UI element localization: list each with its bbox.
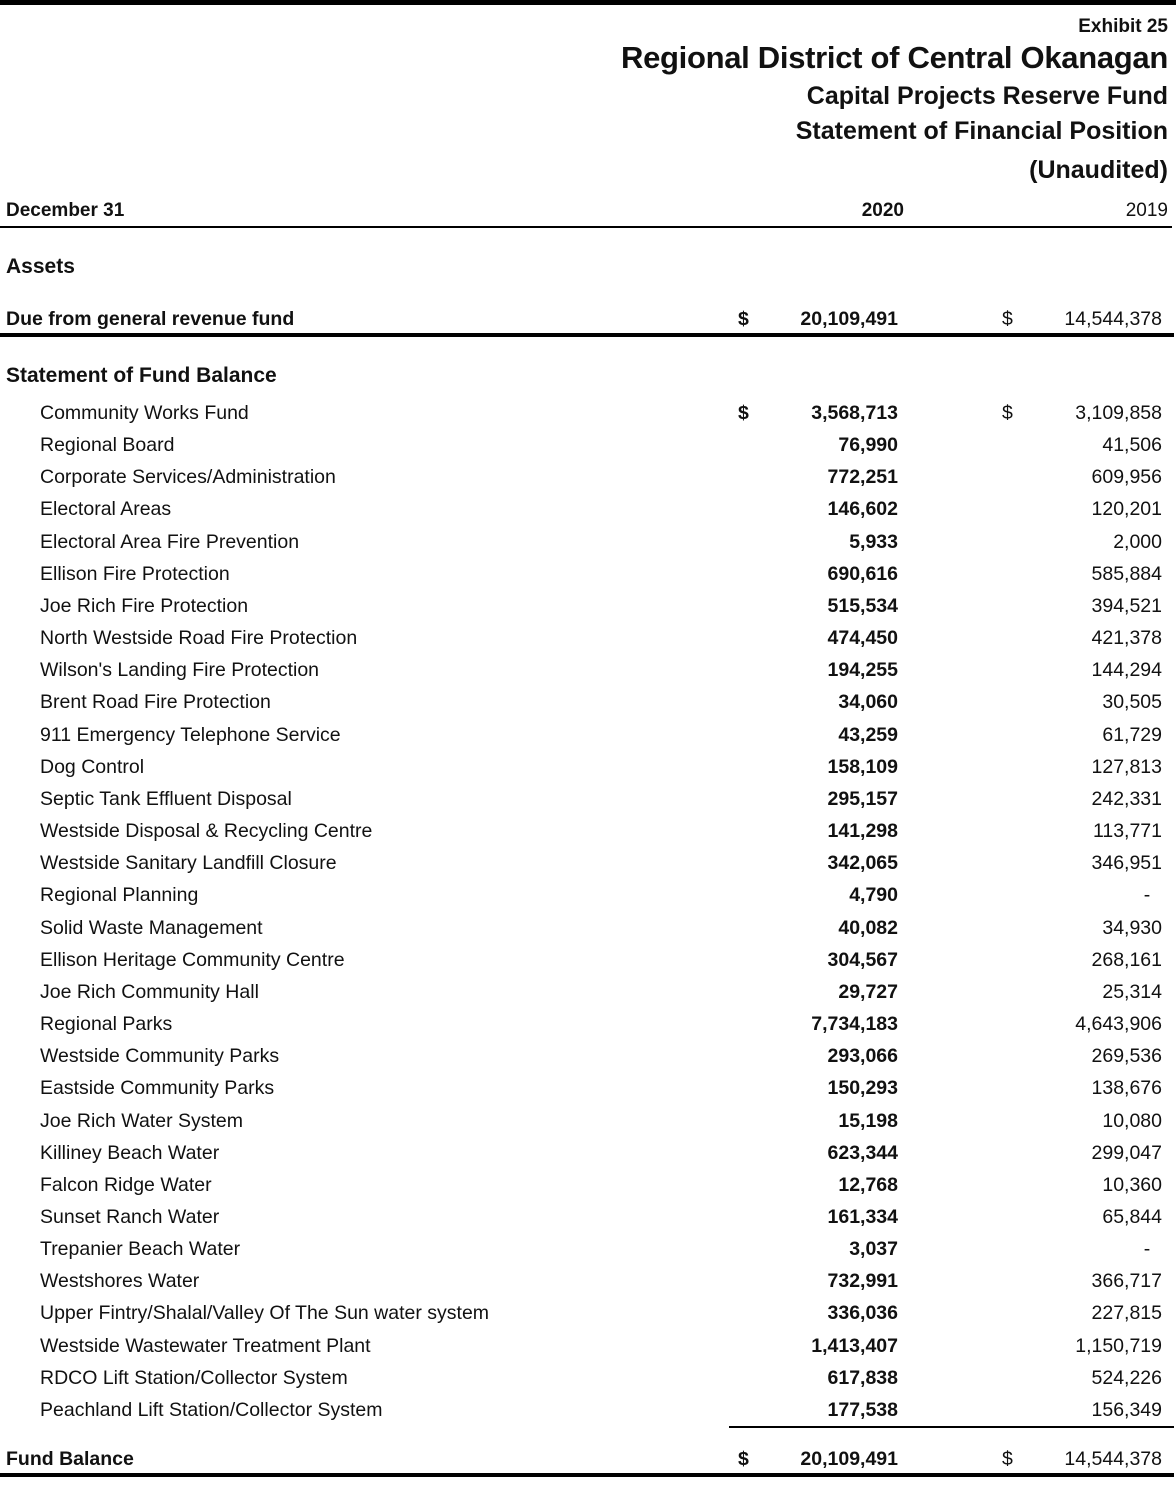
prior-value: 113,771 — [1092, 820, 1162, 843]
row-label: Corporate Services/Administration — [40, 466, 336, 489]
period-label: December 31 — [6, 200, 125, 221]
prior-value: 366,717 — [1091, 1270, 1162, 1293]
table-row — [0, 848, 1172, 880]
row-label: Ellison Fire Protection — [40, 562, 230, 585]
current-value: 623,344 — [827, 1141, 898, 1164]
row-label: 911 Emergency Telephone Service — [40, 723, 341, 746]
prior-value: 346,951 — [1091, 852, 1162, 875]
current-value: 617,838 — [827, 1366, 898, 1389]
table-row — [0, 784, 1172, 816]
top-border-rule — [0, 0, 1176, 5]
current-value: 7,734,183 — [811, 1013, 898, 1036]
current-value: 295,157 — [827, 787, 898, 810]
table-row — [0, 1202, 1172, 1234]
table-row — [0, 945, 1172, 977]
prior-value: 299,047 — [1091, 1141, 1162, 1164]
table-row — [0, 880, 1172, 912]
current-value: 43,259 — [838, 723, 898, 746]
row-label: Upper Fintry/Shalal/Valley Of The Sun water system — [40, 1302, 490, 1325]
table-row — [0, 1363, 1172, 1395]
prior-value: 585,884 — [1091, 562, 1162, 585]
current-value: 194,255 — [827, 659, 898, 682]
prior-value: 609,956 — [1091, 466, 1162, 489]
table-row — [0, 752, 1172, 784]
table-row — [0, 1009, 1172, 1041]
prior-value: - — [1143, 884, 1151, 907]
row-label: Falcon Ridge Water — [40, 1173, 212, 1196]
currency-symbol: $ — [738, 308, 749, 330]
table-row — [0, 623, 1172, 655]
table-row — [0, 1266, 1172, 1298]
prior-value: 14,544,378 — [1064, 308, 1162, 330]
row-label: Due from general revenue fund — [6, 308, 295, 330]
prior-value: 242,331 — [1091, 787, 1162, 810]
row-label: Regional Board — [40, 434, 175, 457]
currency-symbol: $ — [738, 402, 749, 424]
row-label: Regional Planning — [40, 884, 199, 907]
row-label: Eastside Community Parks — [40, 1077, 275, 1100]
prior-value: 2,000 — [1113, 530, 1162, 553]
prior-value: - — [1143, 1238, 1151, 1261]
current-value: 732,991 — [827, 1270, 898, 1293]
row-label: Sunset Ranch Water — [40, 1206, 220, 1228]
subtotal-rule — [729, 1426, 1174, 1428]
prior-value: 127,813 — [1091, 755, 1162, 778]
prior-value: 34,930 — [1102, 916, 1162, 939]
table-row — [0, 462, 1172, 494]
table-row — [0, 1073, 1172, 1105]
row-label: Regional Parks — [40, 1013, 173, 1036]
table-row — [0, 1395, 1172, 1427]
row-label: Killiney Beach Water — [40, 1141, 220, 1164]
table-row — [0, 559, 1172, 591]
table-row — [0, 1138, 1172, 1170]
assets-section-title: Assets — [6, 255, 75, 278]
prior-value: 30,505 — [1102, 691, 1162, 714]
current-value: 293,066 — [827, 1045, 898, 1068]
prior-value: 4,643,906 — [1075, 1013, 1162, 1036]
row-label: North Westside Road Fire Protection — [40, 627, 358, 650]
row-label: Solid Waste Management — [40, 916, 263, 939]
prior-value: 65,844 — [1102, 1206, 1162, 1228]
row-label: Joe Rich Fire Protection — [40, 594, 249, 617]
column-header-row — [0, 198, 1172, 228]
current-value: 515,534 — [827, 594, 898, 617]
row-label: Joe Rich Community Hall — [40, 980, 259, 1003]
current-value: 34,060 — [838, 691, 898, 714]
current-value: 76,990 — [838, 434, 898, 457]
current-value: 146,602 — [827, 498, 898, 521]
current-value: 177,538 — [827, 1398, 898, 1421]
table-row — [0, 398, 1172, 430]
prior-value: 61,729 — [1102, 723, 1162, 746]
fund-balance-section-title: Statement of Fund Balance — [6, 364, 277, 387]
current-value: 29,727 — [838, 980, 898, 1003]
prior-value: 394,521 — [1091, 594, 1162, 617]
current-value: 342,065 — [827, 852, 898, 875]
row-label: RDCO Lift Station/Collector System — [40, 1366, 348, 1389]
current-value: 4,790 — [849, 884, 898, 907]
prior-value: 10,080 — [1102, 1109, 1162, 1132]
currency-symbol: $ — [1002, 308, 1013, 330]
prior-value: 120,201 — [1091, 498, 1162, 521]
grand-total-double-rule — [0, 1473, 1174, 1477]
prior-year-header: 2019 — [1125, 200, 1168, 221]
currency-symbol: $ — [1002, 1448, 1013, 1470]
exhibit-number: Exhibit 25 — [1078, 16, 1168, 37]
current-value: 141,298 — [827, 820, 898, 843]
row-label: Community Works Fund — [40, 402, 249, 424]
statement-title: Statement of Financial Position — [795, 117, 1168, 145]
current-value: 15,198 — [838, 1109, 898, 1132]
current-value: 40,082 — [838, 916, 898, 939]
current-value: 158,109 — [827, 755, 898, 778]
prior-value: 138,676 — [1091, 1077, 1162, 1100]
table-row — [0, 430, 1172, 462]
prior-value: 268,161 — [1091, 948, 1162, 971]
fund-balance-total-row — [0, 1444, 1172, 1476]
table-row — [0, 655, 1172, 687]
current-value: 474,450 — [827, 627, 898, 650]
audit-status: (Unaudited) — [1029, 156, 1168, 184]
table-row — [0, 1170, 1172, 1202]
prior-value: 269,536 — [1091, 1045, 1162, 1068]
currency-symbol: $ — [738, 1448, 749, 1470]
organization-title: Regional District of Central Okanagan — [620, 40, 1168, 75]
prior-value: 14,544,378 — [1064, 1448, 1162, 1470]
row-label: Joe Rich Water System — [40, 1109, 243, 1132]
table-row — [0, 1106, 1172, 1138]
current-value: 150,293 — [827, 1077, 898, 1100]
prior-value: 144,294 — [1091, 659, 1162, 682]
current-value: 336,036 — [827, 1302, 898, 1325]
current-value: 20,109,491 — [800, 308, 898, 330]
current-value: 1,413,407 — [811, 1334, 898, 1357]
prior-value: 25,314 — [1102, 980, 1162, 1003]
table-row — [0, 1041, 1172, 1073]
prior-value: 227,815 — [1091, 1302, 1162, 1325]
table-row — [0, 1234, 1172, 1266]
row-label: Wilson's Landing Fire Protection — [40, 659, 320, 682]
row-label: Westside Community Parks — [40, 1045, 280, 1068]
current-value: 690,616 — [827, 562, 898, 585]
row-label: Fund Balance — [6, 1448, 134, 1470]
row-label: Electoral Area Fire Prevention — [40, 530, 300, 553]
table-row — [0, 591, 1172, 623]
table-row — [0, 913, 1172, 945]
fund-name: Capital Projects Reserve Fund — [806, 82, 1168, 110]
due-from-general-revenue-row — [0, 304, 1172, 336]
prior-value: 524,226 — [1091, 1366, 1162, 1389]
row-label: Westside Sanitary Landfill Closure — [40, 852, 337, 875]
prior-value: 10,360 — [1102, 1173, 1162, 1196]
current-value: 304,567 — [827, 948, 898, 971]
current-value: 3,568,713 — [811, 402, 898, 424]
row-label: Peachland Lift Station/Collector System — [40, 1398, 383, 1421]
row-label: Westside Disposal & Recycling Centre — [40, 820, 373, 843]
table-row — [0, 816, 1172, 848]
row-label: Westshores Water — [40, 1270, 200, 1293]
table-row — [0, 977, 1172, 1009]
currency-symbol: $ — [1002, 402, 1013, 424]
table-row — [0, 687, 1172, 719]
table-row — [0, 527, 1172, 559]
table-row — [0, 1331, 1172, 1363]
row-label: Dog Control — [40, 755, 145, 778]
prior-value: 421,378 — [1091, 627, 1162, 650]
current-value: 5,933 — [849, 530, 898, 553]
row-label: Ellison Heritage Community Centre — [40, 948, 345, 971]
current-year-header: 2020 — [861, 200, 904, 221]
prior-value: 1,150,719 — [1075, 1334, 1162, 1357]
table-row — [0, 1298, 1172, 1330]
current-value: 12,768 — [838, 1173, 898, 1196]
row-label: Westside Wastewater Treatment Plant — [40, 1334, 371, 1357]
row-label: Septic Tank Effluent Disposal — [40, 787, 292, 810]
prior-value: 156,349 — [1091, 1398, 1162, 1421]
prior-value: 3,109,858 — [1075, 402, 1162, 424]
table-row — [0, 494, 1172, 526]
current-value: 161,334 — [827, 1206, 898, 1228]
current-value: 20,109,491 — [800, 1448, 898, 1470]
current-value: 3,037 — [849, 1238, 898, 1261]
prior-value: 41,506 — [1102, 434, 1162, 457]
assets-total-rule — [0, 333, 1174, 337]
table-row — [0, 720, 1172, 752]
row-label: Brent Road Fire Protection — [40, 691, 271, 714]
row-label: Trepanier Beach Water — [40, 1238, 241, 1261]
current-value: 772,251 — [827, 466, 898, 489]
row-label: Electoral Areas — [40, 498, 172, 521]
